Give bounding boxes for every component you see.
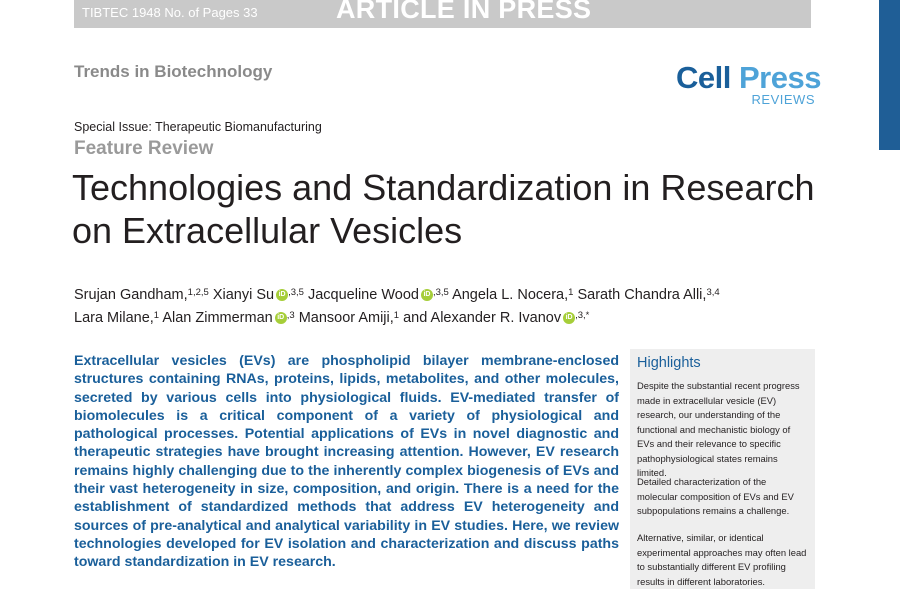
highlight-item: Detailed characterization of the molecular composition of EVs and EV subpopulations remains a challenge. [637, 476, 794, 516]
side-accent-strip [879, 0, 900, 150]
author-affiliation: ,3,5 [432, 287, 449, 298]
author-affiliation: ,3,5 [288, 287, 304, 298]
journal-name: Trends in Biotechnology [74, 62, 273, 81]
orcid-icon[interactable]: iD [276, 289, 288, 301]
author-affiliation: 1,2,5 [187, 287, 209, 298]
author-name: Xianyi Su [212, 287, 275, 303]
author-name: Sarath Chandra Alli, [577, 287, 707, 303]
author-affiliation: 1 [393, 310, 400, 321]
highlight-item: Despite the substantial recent progress made in extracellular vesicle (EV) research, our understanding of the functional and mechanistic biology of EVs and their relevance to specific pathophysiological states remains limited. [637, 380, 800, 478]
author-name: and Alexander R. Ivanov [403, 310, 562, 326]
orcid-icon[interactable]: iD [275, 312, 287, 324]
author-name: Mansoor Amiji, [298, 310, 394, 326]
cellpress-logo [676, 60, 821, 110]
article-title [72, 166, 832, 252]
highlights-title: Highlights [637, 355, 701, 371]
author-affiliation: 1 [153, 310, 160, 321]
special-issue-label: Special Issue: Therapeutic Biomanufacturing [74, 120, 322, 134]
title-line-2: on Extracellular Vesicles [72, 210, 463, 251]
author-affiliation: ,3 [286, 310, 295, 321]
author-affiliation: ,3,* [575, 310, 590, 321]
author-name: Lara Milane, [74, 310, 154, 326]
highlight-item: Alternative, similar, or identical experimental approaches may often lead to substantially different EV profiling results in different laboratories. [637, 532, 807, 587]
highlights-box [630, 349, 815, 589]
author-name: Angela L. Nocera, [452, 287, 569, 303]
article-header-bar [74, 0, 811, 28]
author-name: Srujan Gandham, [74, 287, 188, 303]
article-id-label: TIBTEC 1948 No. of Pages 33 [82, 5, 258, 20]
title-line-1: Technologies and Standardization in Research [72, 167, 815, 208]
abstract-text: Extracellular vesicles (EVs) are phospholipid bilayer membrane-enclosed structures containing RNAs, proteins, lipids, metabolites, and other molecules, secreted by various cells into physiological fluids. EV-mediated transfer of biomolecules is a critical component of a variety of physiological and pathological processes. Potential applications of EVs in novel diagnostic and therapeutic strategies have brought increasing attention. However, EV research remains highly challenging due to the inherently complex biogenesis of EVs and their vast heterogeneity in size, composition, and origin. There is a need for the establishment of standardized methods that address EV heterogeneity and sources of pre-analytical and analytical variability in EV studies. Here, we review technologies developed for EV isolation and characterization and discuss paths toward standardization in EV research. [74, 353, 619, 571]
article-type-label: Feature Review [74, 138, 214, 159]
author-affiliation: 1 [568, 287, 574, 298]
author-list [74, 284, 814, 330]
author-name: Alan Zimmerman [162, 310, 273, 326]
logo-press-text: Press [739, 60, 821, 95]
article-in-press-label: ARTICLE IN PRESS [336, 0, 592, 24]
logo-reviews-text: REVIEWS [751, 92, 815, 107]
orcid-icon[interactable]: iD [421, 289, 433, 301]
author-affiliation: 3,4 [706, 287, 720, 298]
orcid-icon[interactable]: iD [563, 312, 575, 324]
author-name: Jacqueline Wood [307, 287, 419, 303]
logo-cell-text: Cell [676, 60, 731, 95]
